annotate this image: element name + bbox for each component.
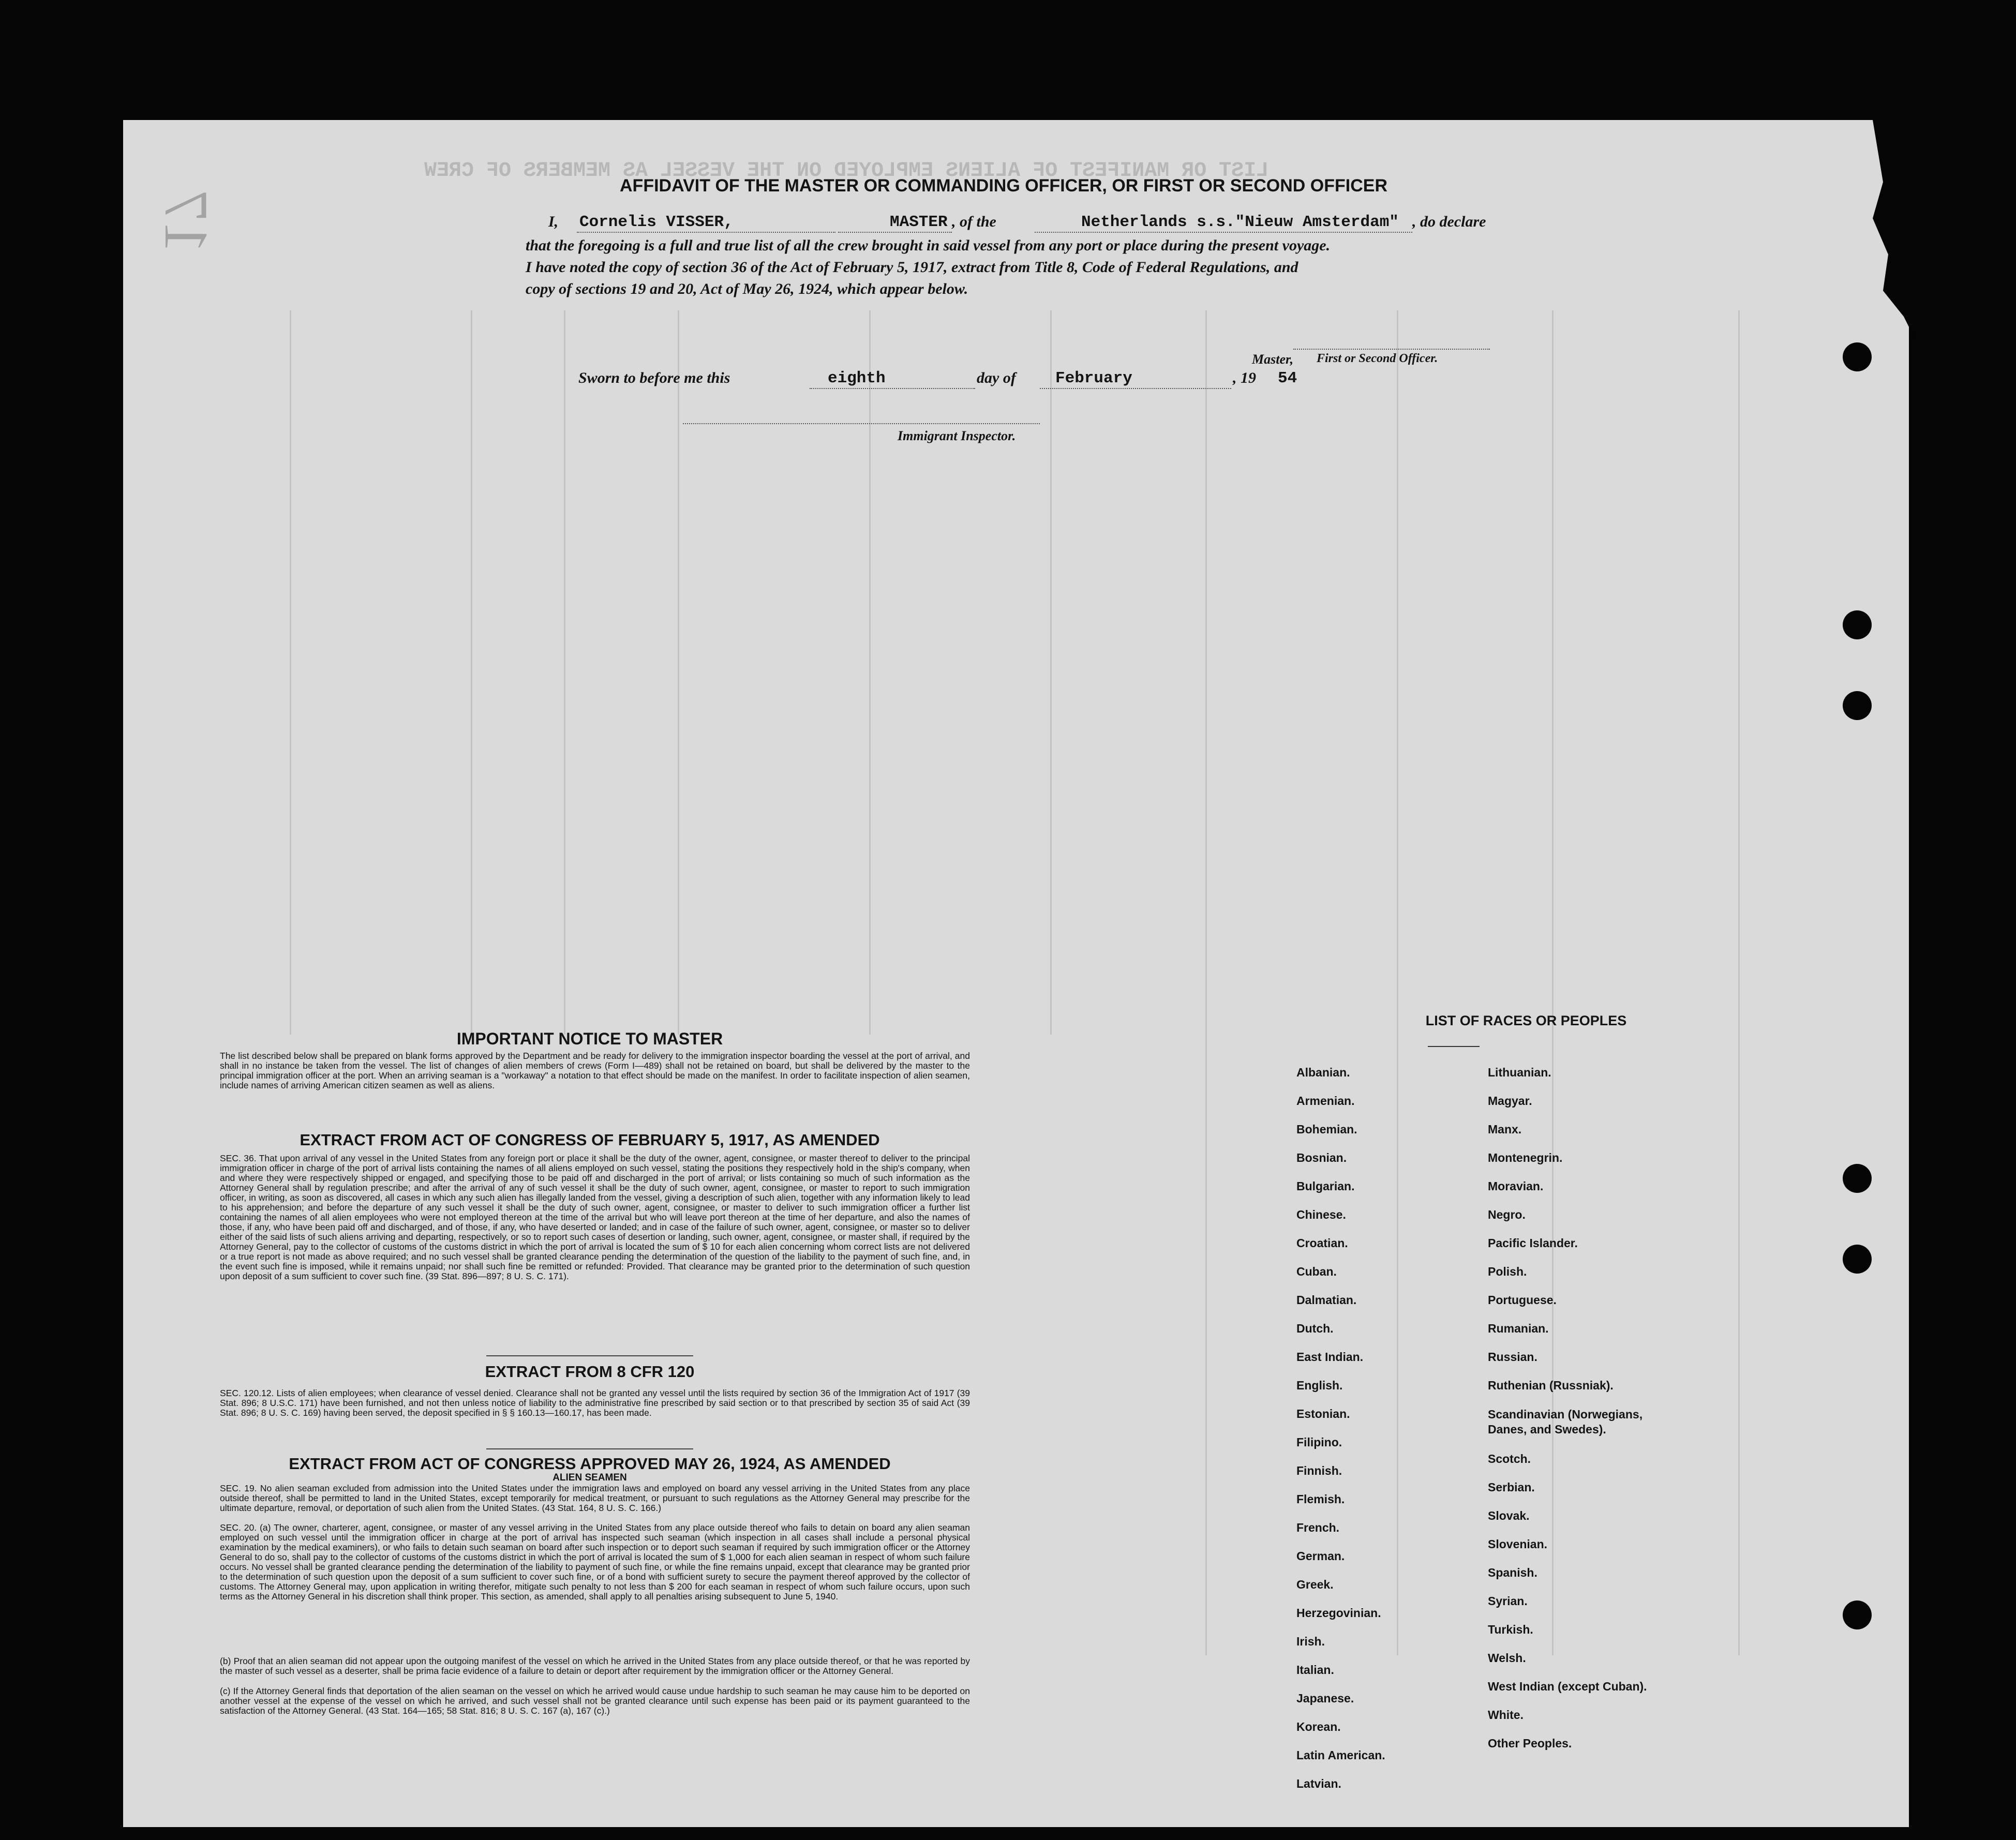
notice-body: The list described below shall be prepared on blank forms approved by the Department and be ready for delivery to the immigration inspector boarding the vessel at the port of arrival, and shall in no instance be taken from the vessel. The list of changes of alien members of crews (Form I—489) shall not be retained on board, but shall be delivered by the master to the principal immigration officer at the port. When an arriving seaman is a "workaway" a notation to that effect should be made on the manifest. In order to facilitate inspection of alien seamen, include names of arriving American citizen seamen as well as aliens. bbox=[220, 1051, 970, 1090]
race-right-11: Ruthenian (Russniak). bbox=[1488, 1379, 1614, 1392]
officer-name: Cornelis VISSER, bbox=[579, 213, 734, 231]
grid-line bbox=[869, 310, 871, 1035]
race-right-5: Negro. bbox=[1488, 1208, 1526, 1221]
race-right-18: Syrian. bbox=[1488, 1594, 1528, 1608]
grid-line bbox=[1738, 310, 1740, 1655]
race-left-14: Finnish. bbox=[1296, 1464, 1342, 1477]
race-left-22: Japanese. bbox=[1296, 1692, 1354, 1705]
punch-hole bbox=[1843, 1164, 1872, 1193]
grid-line bbox=[564, 310, 565, 1035]
divider bbox=[486, 1448, 693, 1449]
torn-corner bbox=[1686, 120, 1914, 337]
race-left-16: French. bbox=[1296, 1521, 1340, 1534]
master-label: Master, bbox=[1252, 352, 1294, 367]
race-right-17: Spanish. bbox=[1488, 1566, 1537, 1579]
race-left-12: Estonian. bbox=[1296, 1407, 1350, 1420]
race-left-2: Bohemian. bbox=[1296, 1123, 1357, 1136]
extract-cfr-title: EXTRACT FROM 8 CFR 120 bbox=[485, 1363, 695, 1381]
race-right-19: Turkish. bbox=[1488, 1623, 1533, 1636]
race-left-9: Dutch. bbox=[1296, 1322, 1334, 1335]
grid-line bbox=[1552, 310, 1554, 1655]
punch-hole bbox=[1843, 1600, 1872, 1629]
extract-1924-sec20b: (b) Proof that an alien seaman did not appear upon the outgoing manifest of the vessel on which he arrived in the United States from any place outside thereof, or that he was reported by the master of such vessel as a deserter, shall be prima facie evidence of a failure to detain or deport after requirement by the immigration officer or the Attorney General. bbox=[220, 1656, 970, 1676]
extract-1924-subtitle: ALIEN SEAMEN bbox=[552, 1472, 627, 1483]
race-left-4: Bulgarian. bbox=[1296, 1179, 1355, 1193]
race-right-6: Pacific Islander. bbox=[1488, 1236, 1578, 1250]
extract-cfr-body: SEC. 120.12. Lists of alien employees; when clearance of vessel denied. Clearance shall not be granted any vessel until the lists required by section 36 of the Immigration Act of 1917 (39 Stat. 896; 8 U.S.C. 171) have been furnished, and not then unless notice of liability to the administrative fine prescribed by said section or to that prescribed by section 35 of said Act (39 Stat. 896; 8 U. S. C. 169) having been served, the deposit specified in § § 160.13—160.17, has been made. bbox=[220, 1388, 970, 1418]
divider bbox=[1428, 1046, 1480, 1047]
race-left-24: Latin American. bbox=[1296, 1748, 1385, 1762]
year-prefix: , 19 bbox=[1233, 369, 1256, 386]
race-right-7: Polish. bbox=[1488, 1265, 1527, 1278]
race-right-2: Manx. bbox=[1488, 1123, 1522, 1136]
page-mark: 17 bbox=[152, 191, 221, 253]
race-left-3: Bosnian. bbox=[1296, 1151, 1347, 1164]
race-right-3: Montenegrin. bbox=[1488, 1151, 1563, 1164]
dotted-line bbox=[838, 232, 952, 233]
race-right-20: Welsh. bbox=[1488, 1651, 1526, 1665]
grid-line bbox=[290, 310, 291, 1035]
punch-hole bbox=[1843, 342, 1872, 371]
race-left-15: Flemish. bbox=[1296, 1492, 1345, 1506]
race-right-15: Slovak. bbox=[1488, 1509, 1530, 1522]
extract-1917-title: EXTRACT FROM ACT OF CONGRESS OF FEBRUARY 5, 1917, AS AMENDED bbox=[300, 1131, 880, 1149]
race-right-9: Rumanian. bbox=[1488, 1322, 1549, 1335]
punch-hole bbox=[1843, 691, 1872, 720]
vessel-name: Netherlands s.s."Nieuw Amsterdam" bbox=[1081, 213, 1399, 231]
grid-line bbox=[1205, 310, 1207, 1655]
affidavit-title: AFFIDAVIT OF THE MASTER OR COMMANDING OFFICER, OR FIRST OR SECOND OFFICER bbox=[620, 176, 1387, 196]
race-left-6: Croatian. bbox=[1296, 1236, 1348, 1250]
officer-rank: MASTER bbox=[890, 213, 948, 231]
race-left-11: English. bbox=[1296, 1379, 1343, 1392]
race-right-4: Moravian. bbox=[1488, 1179, 1544, 1193]
sworn-prefix: Sworn to before me this bbox=[578, 369, 730, 386]
extract-1924-sec20c: (c) If the Attorney General finds that deportation of the alien seaman on the vessel on which he arrived would cause undue hardship to such seaman he may cause him to be deported on another vessel at the expense of the vessel on which he arrived, and such vessel shall not be granted clearance until such expense has been paid or its payment guaranteed to the satisfaction of the Attorney General. (43 Stat. 164—165; 58 Stat. 816; 8 U. S. C. 167 (a), 167 (c).) bbox=[220, 1686, 970, 1716]
race-right-14: Serbian. bbox=[1488, 1480, 1535, 1494]
race-right-22: White. bbox=[1488, 1708, 1524, 1722]
officer-signature-label: First or Second Officer. bbox=[1317, 352, 1438, 365]
day-of-label: day of bbox=[977, 369, 1016, 386]
dotted-line bbox=[577, 232, 835, 233]
punch-hole bbox=[1843, 1245, 1872, 1274]
bleed-through-header: LIST OR MANIFEST OF ALIENS EMPLOYED ON THE VESSEL AS MEMBERS OF CREW bbox=[424, 159, 1269, 183]
race-left-7: Cuban. bbox=[1296, 1265, 1337, 1278]
race-left-13: Filipino. bbox=[1296, 1435, 1342, 1449]
grid-line bbox=[471, 310, 472, 1035]
divider bbox=[486, 1355, 693, 1356]
race-left-0: Albanian. bbox=[1296, 1066, 1350, 1079]
affidavit-line-2: that the foregoing is a full and true list of all the crew brought in said vessel from any port or place during the present voyage. bbox=[526, 237, 1331, 254]
dotted-line bbox=[1040, 388, 1231, 389]
of-the-label: , of the bbox=[952, 213, 996, 230]
race-right-16: Slovenian. bbox=[1488, 1537, 1548, 1551]
race-right-23: Other Peoples. bbox=[1488, 1737, 1572, 1750]
race-right-10: Russian. bbox=[1488, 1350, 1537, 1364]
extract-1924-title: EXTRACT FROM ACT OF CONGRESS APPROVED MAY 26, 1924, AS AMENDED bbox=[289, 1455, 891, 1473]
inspector-signature-line bbox=[683, 423, 1040, 424]
race-left-23: Korean. bbox=[1296, 1720, 1341, 1733]
race-left-18: Greek. bbox=[1296, 1578, 1334, 1591]
race-right-21: West Indian (except Cuban). bbox=[1488, 1680, 1647, 1693]
race-left-10: East Indian. bbox=[1296, 1350, 1364, 1364]
race-left-17: German. bbox=[1296, 1549, 1345, 1563]
dotted-line bbox=[810, 388, 975, 389]
race-left-5: Chinese. bbox=[1296, 1208, 1346, 1221]
race-right-1: Magyar. bbox=[1488, 1094, 1532, 1108]
declaration-pronoun: I, bbox=[548, 213, 559, 230]
race-left-1: Armenian. bbox=[1296, 1094, 1355, 1108]
grid-line bbox=[1397, 310, 1398, 1655]
sworn-month: February bbox=[1055, 369, 1132, 387]
race-left-25: Latvian. bbox=[1296, 1777, 1341, 1790]
race-right-0: Lithuanian. bbox=[1488, 1066, 1551, 1079]
affidavit-line-4: copy of sections 19 and 20, Act of May 26, 1924, which appear below. bbox=[526, 280, 968, 297]
notice-title: IMPORTANT NOTICE TO MASTER bbox=[456, 1029, 723, 1048]
extract-1924-sec20a: SEC. 20. (a) The owner, charterer, agent, consignee, or master of any vessel arriving in the United States from any place outside thereof who fails to detain on board any alien seaman employed on such vessel until the immigration officer in charge at the port of arrival has inspected such seaman (which inspection in all cases shall include a personal physical examination by the medical examiners), or who fails to detain such seaman on board after such inspection or to deport such seaman if required by such immigration officer or the Attorney General to do so, shall pay to the collector of customs of the customs district in which the port of arrival is located the sum of $ 1,000 for each alien seaman in respect of whom such failure occurs. No vessel shall be granted clearance pending the determination of the liability to payment of such fine, or while the fine remains unpaid, except that clearance may be granted prior to the determination of such question upon the deposit of a sum sufficient to cover such fine, or of a bond with sufficient surety to secure the payment thereof approved by the collector of customs. The Attorney General may, upon application in writing therefor, mitigate such penalty to not less than $ 200 for each seaman in respect of whom such failure occurs, upon such terms as the Attorney General in his discretion shall think proper. This section, as amended, shall apply to all penalties arising subsequent to June 5, 1940. bbox=[220, 1522, 970, 1602]
master-signature-line bbox=[1293, 349, 1490, 350]
extract-1917-body: SEC. 36. That upon arrival of any vessel in the United States from any foreign port or place it shall be the duty of the owner, agent, consignee, or master thereof to deliver to the principal immigration officer in charge of the port of arrival lists containing the names of all aliens employed on such vessel, stating the positions they respectively hold in the ship's company, when and where they were respectively shipped or engaged, and specifying those to be paid off and discharged in the port of arrival; or lists containing so much of such information as the Attorney General shall by regulation prescribe; and after the arrival of any of such vessel it shall be the duty of such owner, agent, consignee, or master to report to such immigration officer, in writing, as soon as discovered, all cases in which any such alien has illegally landed from the vessel, giving a description of such alien, together with any information likely to lead to his apprehension; and before the departure of any such vessel it shall be the duty of such owner, agent, consignee, or master to deliver to such immigration officer a further list containing the names of all alien employees who were not employed thereon at the time of the arrival but who will leave port thereon at the time of her departure, and also the names of those, if any, who have been paid off and discharged, and of those, if any, who have deserted or landed; and in case of the failure of such owner, agent, consignee, or master so to deliver either of the said lists of such aliens arriving and departing, respectively, or so to report such cases of desertion or landing, such owner, agent, consignee, or master shall, if required by the Attorney General, pay to the collector of customs of the customs district in which the port of arrival is located the sum of $ 10 for each alien concerning whom correct lists are not delivered or a true report is not made as above required; and no such vessel shall be granted clearance pending the determination of the question of the liability to the payment of such fine, and, in the event such fine is imposed, while it remains unpaid; nor shall such fine be remitted or refunded: Provided. That clearance may be granted prior to the determination of such question upon deposit of a sum sufficient to cover such fine. (39 Stat. 896—897; 8 U. S. C. 171). bbox=[220, 1153, 970, 1281]
affidavit-line-3: I have noted the copy of section 36 of the Act of February 5, 1917, extract from Title 8, Code of Federal Regulations, and bbox=[526, 259, 1298, 276]
inspector-label: Immigrant Inspector. bbox=[898, 428, 1016, 443]
race-left-8: Dalmatian. bbox=[1296, 1293, 1357, 1307]
grid-line bbox=[678, 310, 679, 1035]
extract-1924-sec19: SEC. 19. No alien seaman excluded from admission into the United States under the immigration laws and employed on board any vessel arriving in the United States from any place outside thereof, shall be permitted to land in the United States, except temporarily for medical treatment, or pursuant to such regulations as the Attorney General may prescribe for the ultimate departure, removal, or deportation of such alien from the United States. (43 Stat. 164, 8 U. S. C. 166.) bbox=[220, 1483, 970, 1513]
punch-hole bbox=[1843, 610, 1872, 639]
race-left-19: Herzegovinian. bbox=[1296, 1606, 1381, 1620]
race-right-13: Scotch. bbox=[1488, 1452, 1531, 1465]
race-left-20: Irish. bbox=[1296, 1635, 1325, 1648]
races-title: LIST OF RACES OR PEOPLES bbox=[1425, 1013, 1627, 1028]
race-right-12: Scandinavian (Norwegians, Danes, and Swedes). bbox=[1488, 1408, 1643, 1436]
grid-line bbox=[1050, 310, 1052, 1035]
race-left-21: Italian. bbox=[1296, 1663, 1334, 1677]
dotted-line bbox=[1035, 232, 1412, 233]
do-declare-label: , do declare bbox=[1412, 213, 1486, 230]
year-suffix: 54 bbox=[1278, 369, 1297, 387]
sworn-day: eighth bbox=[828, 369, 886, 387]
race-right-8: Portuguese. bbox=[1488, 1293, 1557, 1307]
